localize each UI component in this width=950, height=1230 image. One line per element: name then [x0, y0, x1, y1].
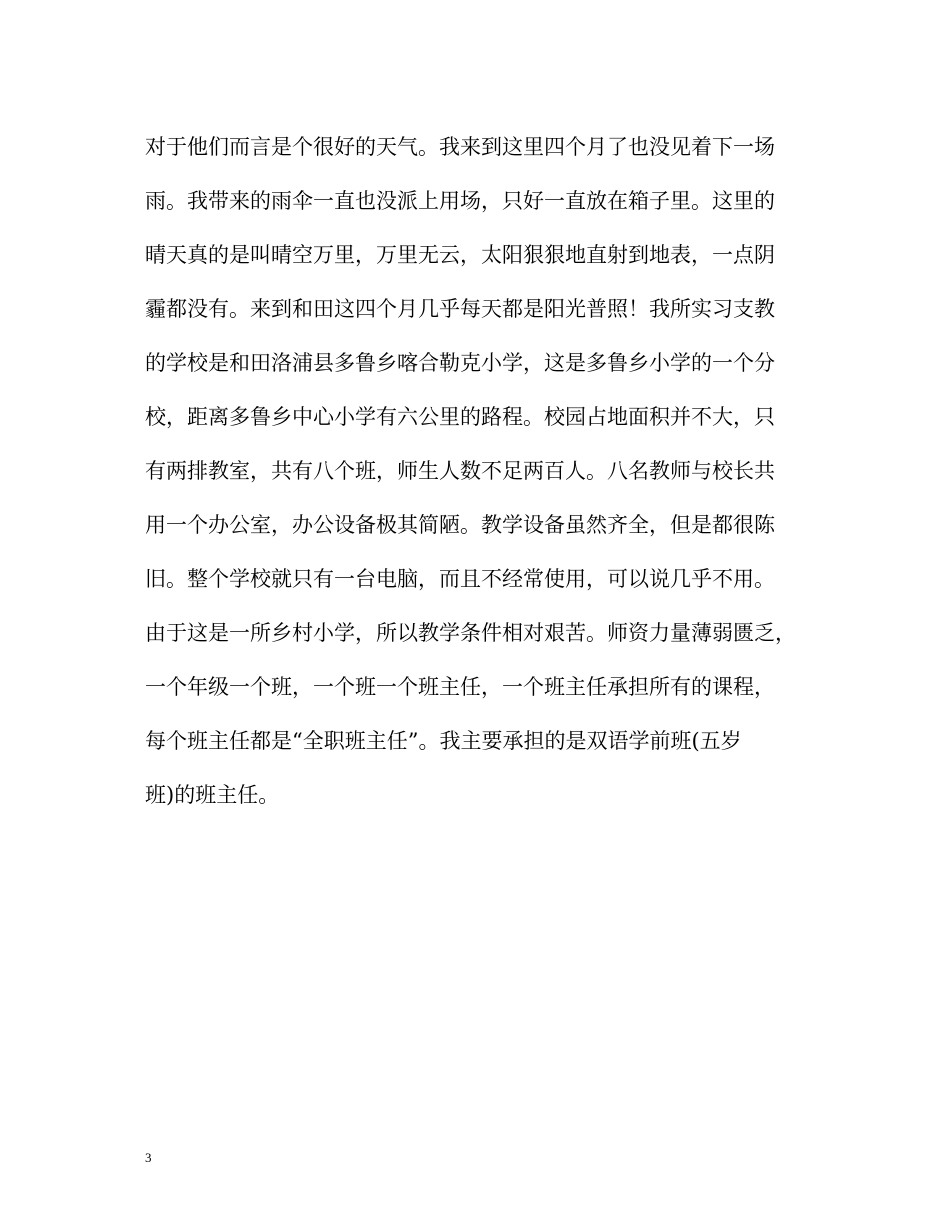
- text-line-6: 校，距离多鲁乡中心小学有六公里的路程。校园占地面积并不大，只: [145, 405, 775, 429]
- text-line-4: 霾都没有。来到和田这四个月几乎每天都是阳光普照！我所实习支教: [145, 297, 775, 321]
- body-paragraph: [145, 120, 825, 822]
- text-line-11: 一个年级一个班，一个班一个班主任，一个班主任承担所有的课程，: [145, 675, 775, 699]
- text-line-12: 每个班主任都是“全职班主任”。我主要承担的是双语学前班(五岁: [145, 729, 742, 753]
- text-line-3: 晴天真的是叫晴空万里，万里无云，太阳狠狠地直射到地表，一点阴: [145, 243, 775, 267]
- text-line-9: 旧。整个学校就只有一台电脑，而且不经常使用，可以说几乎不用。: [145, 567, 775, 591]
- page-number: 3: [145, 1150, 152, 1165]
- text-line-10: 由于这是一所乡村小学，所以教学条件相对艰苦。师资力量薄弱匮乏，: [145, 621, 796, 645]
- text-line-7: 有两排教室，共有八个班，师生人数不足两百人。八名教师与校长共: [145, 459, 775, 483]
- text-line-2: 雨。我带来的雨伞一直也没派上用场，只好一直放在箱子里。这里的: [145, 189, 775, 213]
- text-line-8: 用一个办公室，办公设备极其简陋。教学设备虽然齐全，但是都很陈: [145, 513, 775, 537]
- text-line-5: 的学校是和田洛浦县多鲁乡喀合勒克小学，这是多鲁乡小学的一个分: [145, 351, 775, 375]
- text-line-13: 班)的班主任。: [145, 783, 280, 807]
- text-line-1: 对于他们而言是个很好的天气。我来到这里四个月了也没见着下一场: [145, 135, 775, 159]
